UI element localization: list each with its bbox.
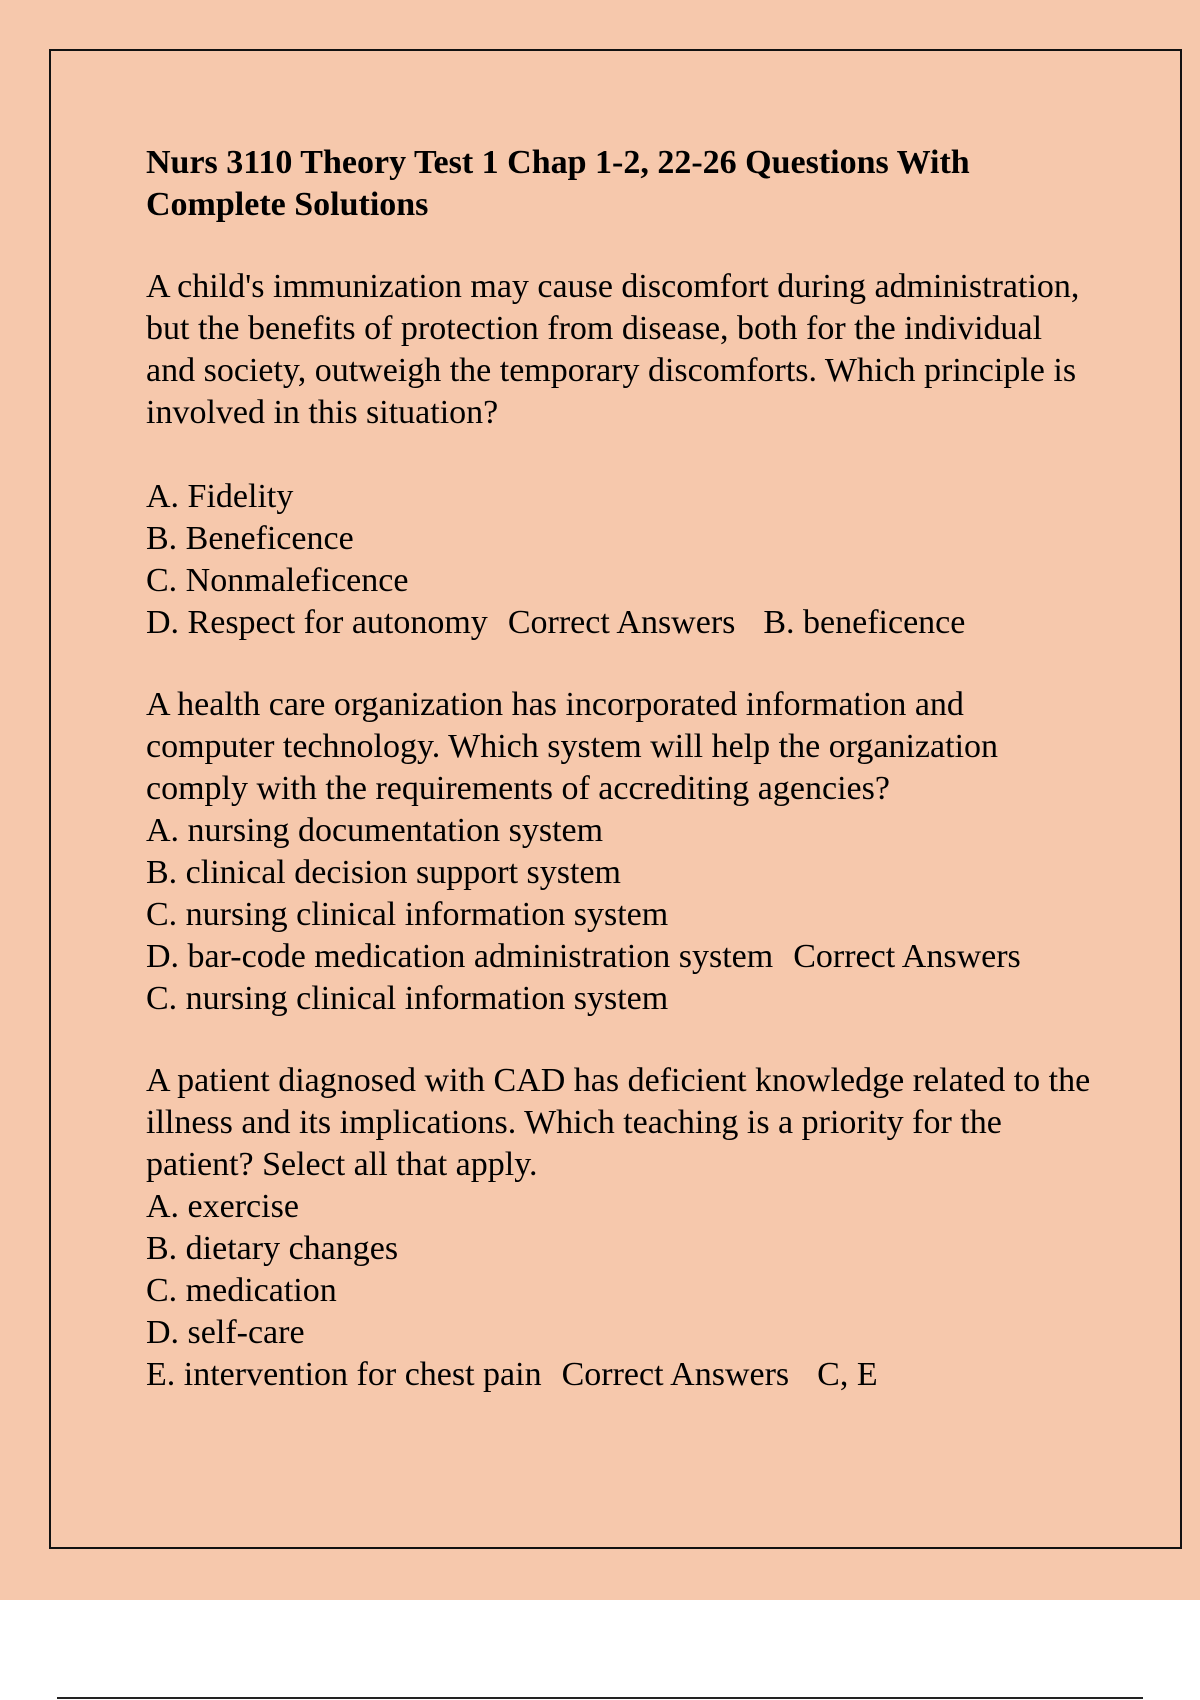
option-item: B. dietary changes [146,1230,399,1267]
option-item: A. exercise [146,1188,299,1225]
question-text: A health care organization has incorporated information and computer technology. Which system will help the organization comply with the requirements of accrediting agencies? [146,686,999,807]
footer-divider [57,1697,1143,1699]
option-item: C. nursing clinical information system [146,896,669,933]
option-list [146,810,1096,1020]
option-item-with-answer [146,1354,1096,1396]
document-content [146,142,1096,1436]
option-text: E. intervention for chest pain [146,1356,542,1393]
option-list [146,1186,1096,1396]
option-item: C. medication [146,1272,337,1309]
option-item-with-answer [146,602,1096,644]
correct-answers-label: Correct Answers [561,1356,790,1393]
question-block-2 [146,684,1096,1020]
option-item: A. nursing documentation system [146,812,604,849]
correct-answers-label: Correct Answers [793,938,1021,975]
option-list [146,476,1096,644]
option-text: D. bar-code medication administration system [146,938,774,975]
question-text: A child's immunization may cause discomfort during administration, but the benefits of protection from disease, both for the individual and society, outweigh the temporary discomforts. Which principle is involved in this situation? [146,268,1080,431]
option-item: D. self-care [146,1314,305,1351]
option-item: B. Beneficence [146,520,354,557]
document-title: Nurs 3110 Theory Test 1 Chap 1-2, 22-26 Questions With Complete Solutions [146,144,970,223]
option-item-with-answer [146,936,1096,978]
question-text: A patient diagnosed with CAD has deficient knowledge related to the illness and its implications. Which teaching is a priority for the patient? Select all that apply. [146,1062,1091,1183]
option-item: B. clinical decision support system [146,854,621,891]
correct-answer-value: C. nursing clinical information system [146,980,669,1017]
question-block-1 [146,266,1096,644]
correct-answers-label: Correct Answers [507,604,736,641]
option-text: D. Respect for autonomy [146,604,488,641]
correct-answer-value: C, E [817,1356,878,1393]
question-block-3 [146,1060,1096,1396]
option-item: C. Nonmaleficence [146,562,409,599]
correct-answer-value: B. beneficence [763,604,966,641]
option-item: A. Fidelity [146,478,294,515]
